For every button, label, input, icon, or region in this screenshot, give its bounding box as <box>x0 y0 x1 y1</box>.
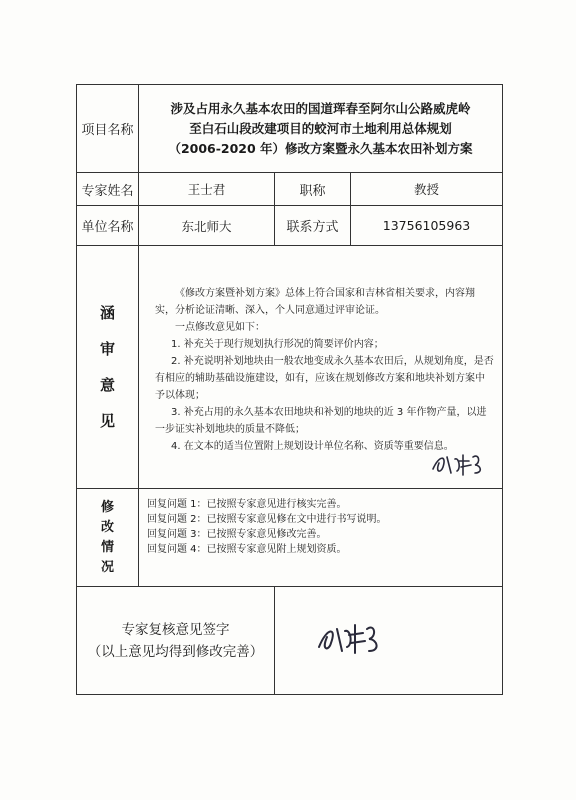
revision-line-4: 回复问题 4：已按照专家意见附上规划资质。 <box>147 544 347 555</box>
opinion-content <box>139 246 503 489</box>
opinion-item-4: 4. 在文本的适当位置附上规划设计单位名称、资质等重要信息。 <box>171 441 454 452</box>
opinion-label <box>77 246 139 489</box>
opinion-label-char-1: 涵 <box>99 304 115 322</box>
review-sign-label <box>77 587 275 695</box>
unit-name-value: 东北师大 <box>139 206 275 246</box>
expert-review-form <box>76 84 503 695</box>
opinion-item-3: 3. 补充占用的永久基本农田地块和补划的地块的近 3 年作物产量，以进一步证实补划地块的质量不降低； <box>155 407 487 435</box>
opinion-intro: 《修改方案暨补划方案》总体上符合国家和吉林省相关要求，内容翔实，分析论证清晰、深入，个人同意通过评审论证。 <box>155 288 475 316</box>
review-signature-cell <box>275 587 503 695</box>
project-name-label: 项目名称 <box>77 85 139 173</box>
expert-signature-review <box>315 617 395 659</box>
title-label: 职称 <box>275 173 351 206</box>
opinion-label-char-3: 意 <box>99 376 115 394</box>
project-title-line-3: （2006-2020 年）修改方案暨永久基本农田补划方案 <box>168 140 473 156</box>
opinion-lead: 一点修改意见如下： <box>175 322 265 333</box>
revision-label <box>77 489 139 587</box>
revision-label-char-4: 况 <box>100 559 114 575</box>
project-title-line-1: 涉及占用永久基本农田的国道珲春至阿尔山公路威虎岭 <box>170 100 471 116</box>
revision-label-char-1: 修 <box>100 499 114 515</box>
contact-label: 联系方式 <box>275 206 351 246</box>
title-value: 教授 <box>351 173 503 206</box>
opinion-label-char-2: 审 <box>99 340 115 358</box>
revision-label-char-3: 情 <box>100 539 114 555</box>
unit-name-label: 单位名称 <box>77 206 139 246</box>
expert-name-value: 王士君 <box>139 173 275 206</box>
project-title-line-2: 至白石山段改建项目的蛟河市土地利用总体规划 <box>189 120 452 136</box>
revision-line-2: 回复问题 2：已按照专家意见修在文中进行书写说明。 <box>147 514 387 525</box>
opinion-item-2: 2. 补充说明补划地块由一般农地变成永久基本农田后，从规划角度，是否有相应的辅助基础设施建设，如有，应该在规划修改方案和地块补划方案中予以体现； <box>155 356 494 401</box>
opinion-item-1: 1. 补充关于现行规划执行形况的简要评价内容； <box>171 339 384 350</box>
revision-line-1: 回复问题 1：已按照专家意见进行核实完善。 <box>147 499 347 510</box>
contact-value: 13756105963 <box>351 206 503 246</box>
project-title <box>139 85 503 173</box>
revision-line-3: 回复问题 3：已按照专家意见修改完善。 <box>147 529 327 540</box>
opinion-label-char-4: 见 <box>99 412 115 430</box>
review-sign-line-1: 专家复核意见签字 <box>121 621 230 638</box>
revision-content <box>139 489 503 587</box>
expert-signature-opinion <box>429 447 499 479</box>
review-sign-line-2: （以上意见均得到修改完善） <box>87 643 264 660</box>
revision-label-char-2: 改 <box>100 519 114 535</box>
expert-name-label: 专家姓名 <box>77 173 139 206</box>
